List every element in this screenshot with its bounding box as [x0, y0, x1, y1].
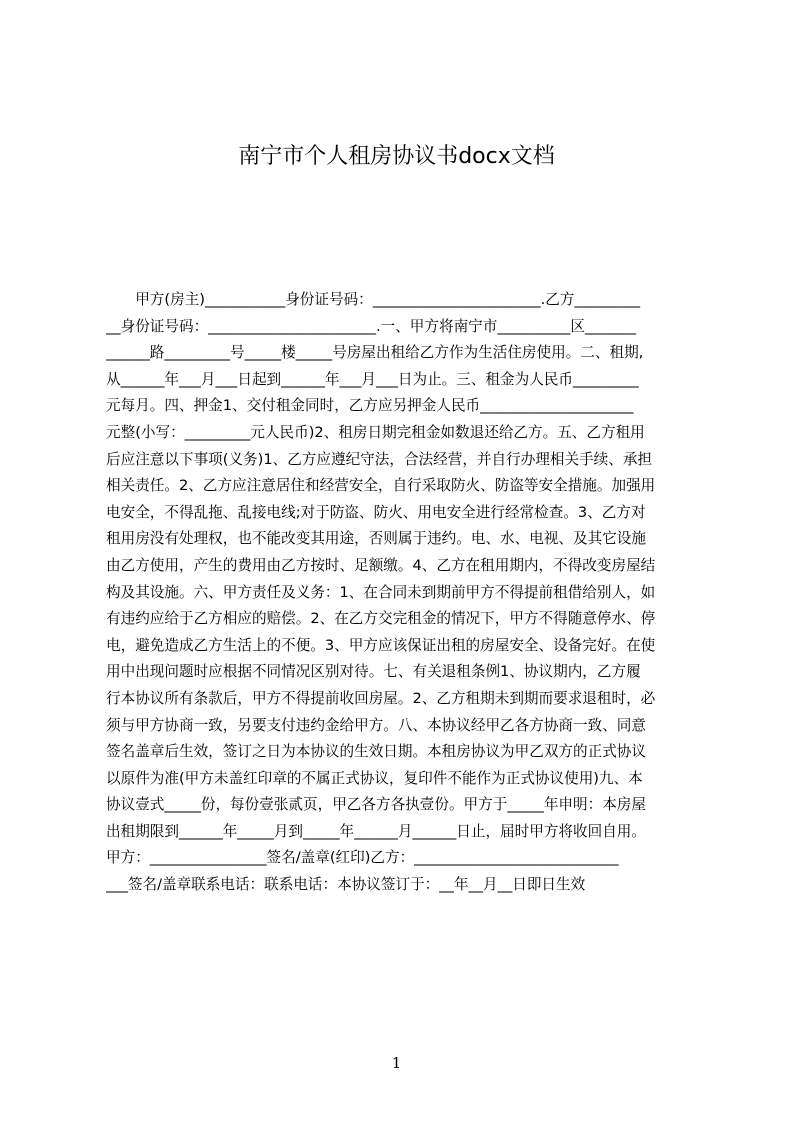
body-line: 甲方：________________签名/盖章(红印)乙方：____________________________ — [106, 849, 619, 867]
document-title: 南宁市个人租房协议书docx文档 — [238, 144, 555, 169]
body-line: 出租期限到______年_____月到_____年______月______日止，届时甲方将收回自用。 — [106, 822, 646, 840]
agreement-body — [106, 287, 700, 907]
body-line: 以原件为准(甲方未盖红印章的不属正式协议，复印件不能作为正式协议使用)九、本 — [106, 769, 643, 787]
body-line: 电，避免造成乙方生活上的不便。3、甲方应该保证出租的房屋安全、设备完好。在使 — [106, 636, 656, 654]
page-number: 1 — [391, 1054, 402, 1072]
body-line: 构及其设施。六、甲方责任及义务：1、在合同未到期前甲方不得提前租借给别人，如 — [106, 583, 656, 601]
body-line: 相关责任。2、乙方应注意居住和经营安全，自行采取防火、防盗等安全措施。加强用 — [106, 477, 656, 495]
body-line: 签名盖章后生效，签订之日为本协议的生效日期。本租房协议为甲乙双方的正式协议 — [106, 743, 646, 761]
body-line: 由乙方使用，产生的费用由乙方按时、足额缴。4、乙方在租用期内，不得改变房屋结 — [106, 556, 656, 574]
body-line: 须与甲方协商一致，另要支付违约金给甲方。八、本协议经甲乙各方协商一致、同意 — [106, 716, 646, 734]
body-line: 从______年___月___日起到______年___月___日为止。三、租金为人民币_________ — [106, 370, 639, 388]
body-line: 元整(小写：_________元人民币)2、租房日期完租金如数退还给乙方。五、乙方租用 — [106, 423, 645, 441]
body-line: 后应注意以下事项(义务)1、乙方应遵纪守法，合法经营，并自行办理相关手续、承担 — [106, 450, 653, 468]
body-line: 元每月。四、押金1、交付租金同时，乙方应另押金人民币_____________________ — [106, 397, 634, 415]
body-line: 电安全，不得乱拖、乱接电线;对于防盗、防火、用电安全进行经常检查。3、乙方对 — [106, 503, 646, 521]
body-line: 有违约应给于乙方相应的赔偿。2、在乙方交完租金的情况下，甲方不得随意停水、停 — [106, 610, 656, 628]
body-line: 行本协议所有条款后，甲方不得提前收回房屋。2、乙方租期未到期而要求退租时，必 — [106, 689, 656, 707]
body-line: 甲方(房主)___________身份证号码：_______________________.乙方_________ — [106, 291, 641, 308]
body-line: __身份证号码：_______________________.一、甲方将南宁市__________区_______ — [106, 317, 637, 335]
body-line: 协议壹式_____份，每份壹张贰页，甲乙各方各执壹份。甲方于_____年申明：本房屋 — [106, 796, 646, 814]
body-line: ___签名/盖章联系电话：联系电话：本协议签订于：__年__月__日即日生效 — [106, 876, 586, 894]
body-line: 租用房没有处理权，也不能改变其用途，否则属于违约。电、水、电视、及其它设施 — [106, 530, 646, 548]
body-line: ______路_________号_____楼_____号房屋出租给乙方作为生活住房使用。二、租期, — [106, 344, 644, 362]
body-line: 用中出现问题时应根据不同情况区别对待。七、有关退租条例1、协议期内，乙方履 — [106, 663, 641, 681]
